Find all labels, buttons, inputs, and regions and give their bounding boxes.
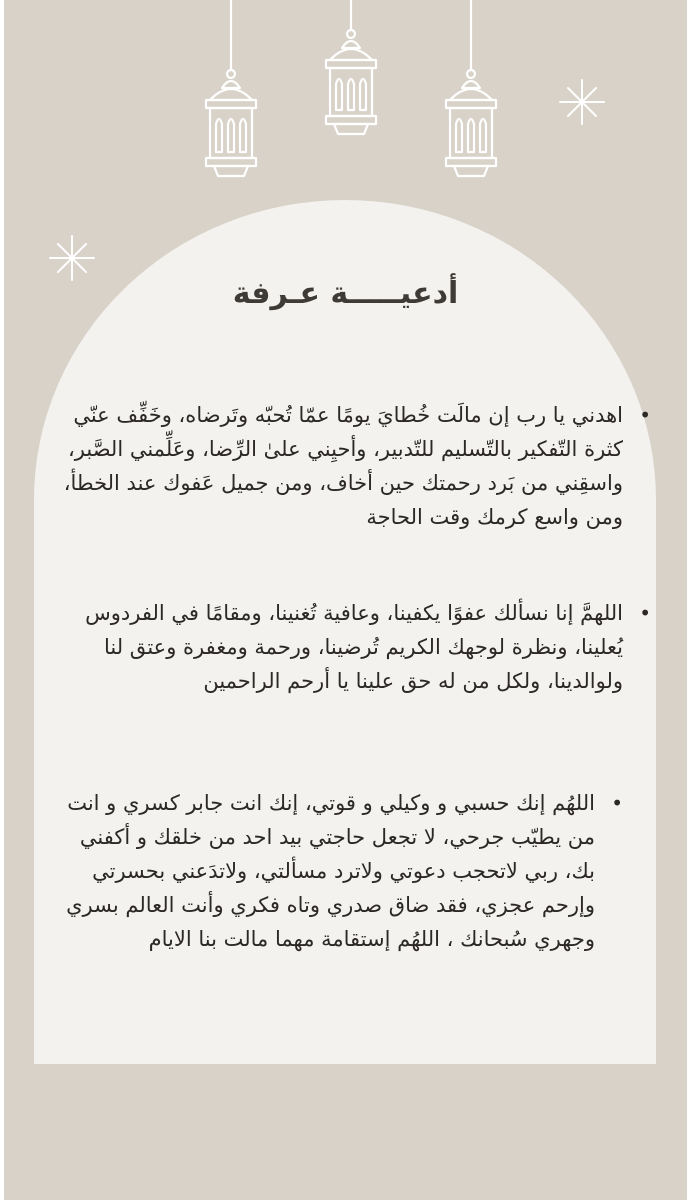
- lantern-icon: [320, 0, 382, 140]
- dua-paragraph: [63, 398, 651, 534]
- dua-paragraph: [63, 596, 651, 698]
- sparkle-icon: [48, 234, 96, 282]
- bullet: •: [639, 601, 651, 625]
- dua-paragraph: [65, 786, 623, 956]
- poster: [4, 0, 687, 1200]
- sparkle-icon: [558, 78, 606, 126]
- bottom-band: [4, 1064, 687, 1200]
- bullet: •: [639, 403, 651, 427]
- lantern-icon: [440, 0, 502, 185]
- dua-text: اهدني يا رب إن مالَت خُطايَ يومًا عمّا تُحبّه وتَرضاه، وخَفِّف عنّي كثرة التّفكير بالتّسليم للتّدبير، وأحيِني علىٰ الرِّضا، وعَلِّمني الصَّبر، واسقِني من بَرد رحمتك حين أخاف، ومن جميل عَفوك عند الخطأ، ومن واسع كرمك وقت الحاجة: [63, 403, 623, 529]
- dua-text: اللهمَّ إنا نسألك عفوًا يكفينا، وعافية تُغنينا، ومقامًا في الفردوس يُعلينا، ونظرة لوجهك الكريم تُرضينا، ورحمة ومغفرة وعتق لنا ولوالدينا، ولكل من له حق علينا يا أرحم الراحمين: [85, 601, 623, 693]
- dua-text: اللهُم إنك حسبي و وكيلي و قوتي، إنك انت جابر كسري و انت من يطيّب جرحي، لا تجعل حاجتي بيد احد من خلقك و أكفني بك، ربي لاتحجب دعوتي ولاترد مسألتي، ولاتدَعني بحسرتي وإرحم عجزي، فقد ضاق صدري وتاه فكري وأنت العالم بسري وجهري سُبحانك ، اللهُم إستقامة مهما مالت بنا الايام: [66, 791, 595, 951]
- page-title: أدعيـــــة عـرفة: [232, 276, 459, 311]
- bullet: •: [611, 791, 623, 815]
- lantern-icon: [200, 0, 262, 185]
